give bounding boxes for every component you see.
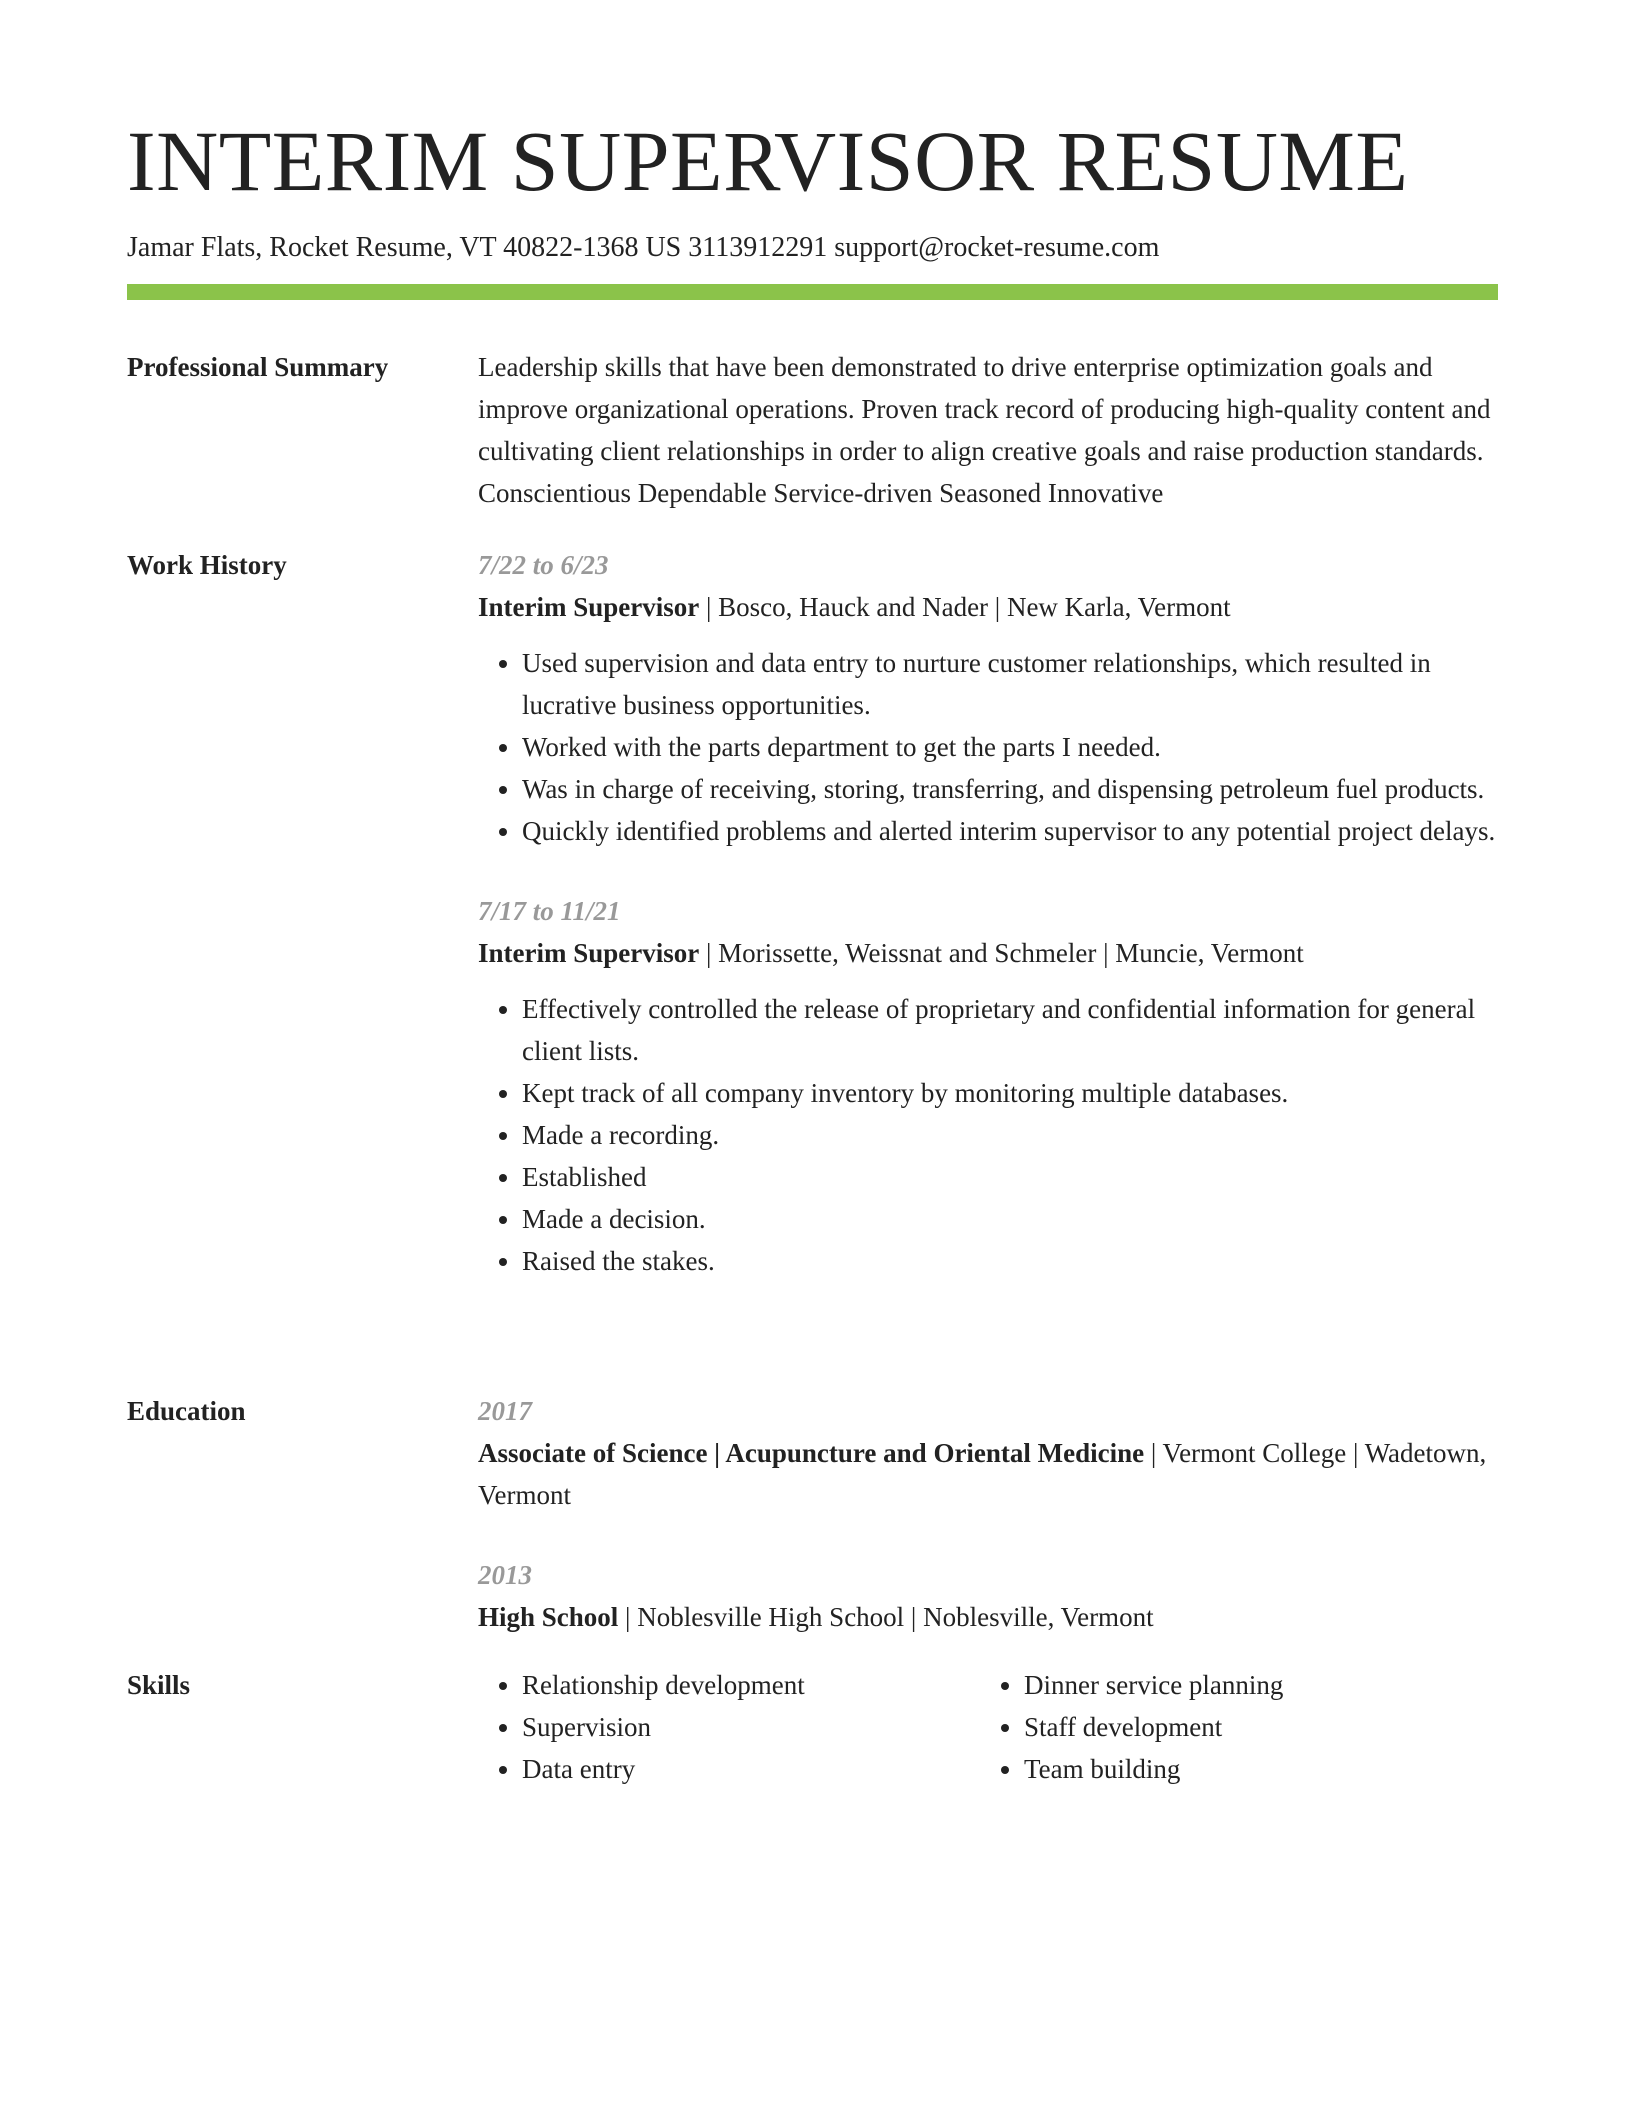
job-bullet: • Used supervision and data entry to nurture customer relationships, which resulted in lucrative business opportunities.: [522, 642, 1498, 726]
job-bullet: • Made a decision.: [522, 1198, 1498, 1240]
job-bullets: [478, 642, 1498, 852]
summary-text: Leadership skills that have been demonstrated to drive enterprise optimization goals and improve organizational operations. Proven track record of producing high-quality content and cultivating client relationships in order to align creative goals and raise production standards. Conscientious Dependable Service-driven Seasoned Innovative: [478, 352, 1491, 508]
job-details: | Morissette, Weissnat and Schmeler | Muncie, Vermont: [699, 938, 1304, 968]
skill-item: • Relationship development: [522, 1664, 980, 1706]
education-heading: [478, 1596, 1498, 1638]
skill-item: • Dinner service planning: [1024, 1664, 1482, 1706]
job-bullet: • Quickly identified problems and alerted interim supervisor to any potential project delays.: [522, 810, 1498, 852]
job-dates: 7/22 to 6/23: [478, 550, 609, 580]
job-bullet: • Worked with the parts department to get the parts I needed.: [522, 726, 1498, 768]
job-bullet: • Kept track of all company inventory by monitoring multiple databases.: [522, 1072, 1498, 1114]
job-title: Interim Supervisor: [478, 938, 700, 968]
job-entry: [478, 544, 1498, 852]
job-title: Interim Supervisor: [478, 592, 700, 622]
job-bullet: • Effectively controlled the release of proprietary and confidential information for general client lists.: [522, 988, 1498, 1072]
job-bullet: • Made a recording.: [522, 1114, 1498, 1156]
skills-label: Skills: [127, 1670, 191, 1700]
work-history-body: [478, 544, 1498, 1282]
education-entry: [478, 1390, 1498, 1516]
work-history-label: Work History: [127, 550, 287, 580]
education-heading: [478, 1432, 1498, 1516]
skills-body: [478, 1664, 1498, 1790]
education-body: [478, 1390, 1498, 1638]
skill-item: • Data entry: [522, 1748, 980, 1790]
job-bullet: • Raised the stakes.: [522, 1240, 1498, 1282]
education-label: Education: [127, 1396, 246, 1426]
skill-item: • Supervision: [522, 1706, 980, 1748]
job-details: | Bosco, Hauck and Nader | New Karla, Vermont: [699, 592, 1231, 622]
resume-title: INTERIM SUPERVISOR RESUME: [127, 113, 1409, 209]
education-year: 2013: [478, 1560, 532, 1590]
job-bullet: • Was in charge of receiving, storing, transferring, and dispensing petroleum fuel products.: [522, 768, 1498, 810]
skill-item: • Staff development: [1024, 1706, 1482, 1748]
education-degree: High School: [478, 1602, 619, 1632]
job-bullets: [478, 988, 1498, 1282]
job-entry: [478, 890, 1498, 1282]
education-degree: Associate of Science | Acupuncture and Oriental Medicine: [478, 1438, 1145, 1468]
job-bullet: • Established: [522, 1156, 1498, 1198]
job-heading: [478, 586, 1498, 628]
accent-divider: [127, 284, 1498, 300]
summary-label: Professional Summary: [127, 352, 389, 382]
education-entry: [478, 1554, 1498, 1638]
education-details: | Vermont College | Wadetown, Vermont: [478, 1438, 1487, 1510]
contact-line: Jamar Flats, Rocket Resume, VT 40822-1368 US 3113912291 support@rocket-resume.com: [127, 232, 1160, 263]
skills-column-1: [478, 1664, 980, 1790]
job-heading: [478, 932, 1498, 974]
education-details: | Noblesville High School | Noblesville, Vermont: [618, 1602, 1154, 1632]
education-year: 2017: [478, 1396, 532, 1426]
skill-item: • Team building: [1024, 1748, 1482, 1790]
skills-column-2: [980, 1664, 1482, 1790]
job-dates: 7/17 to 11/21: [478, 896, 621, 926]
